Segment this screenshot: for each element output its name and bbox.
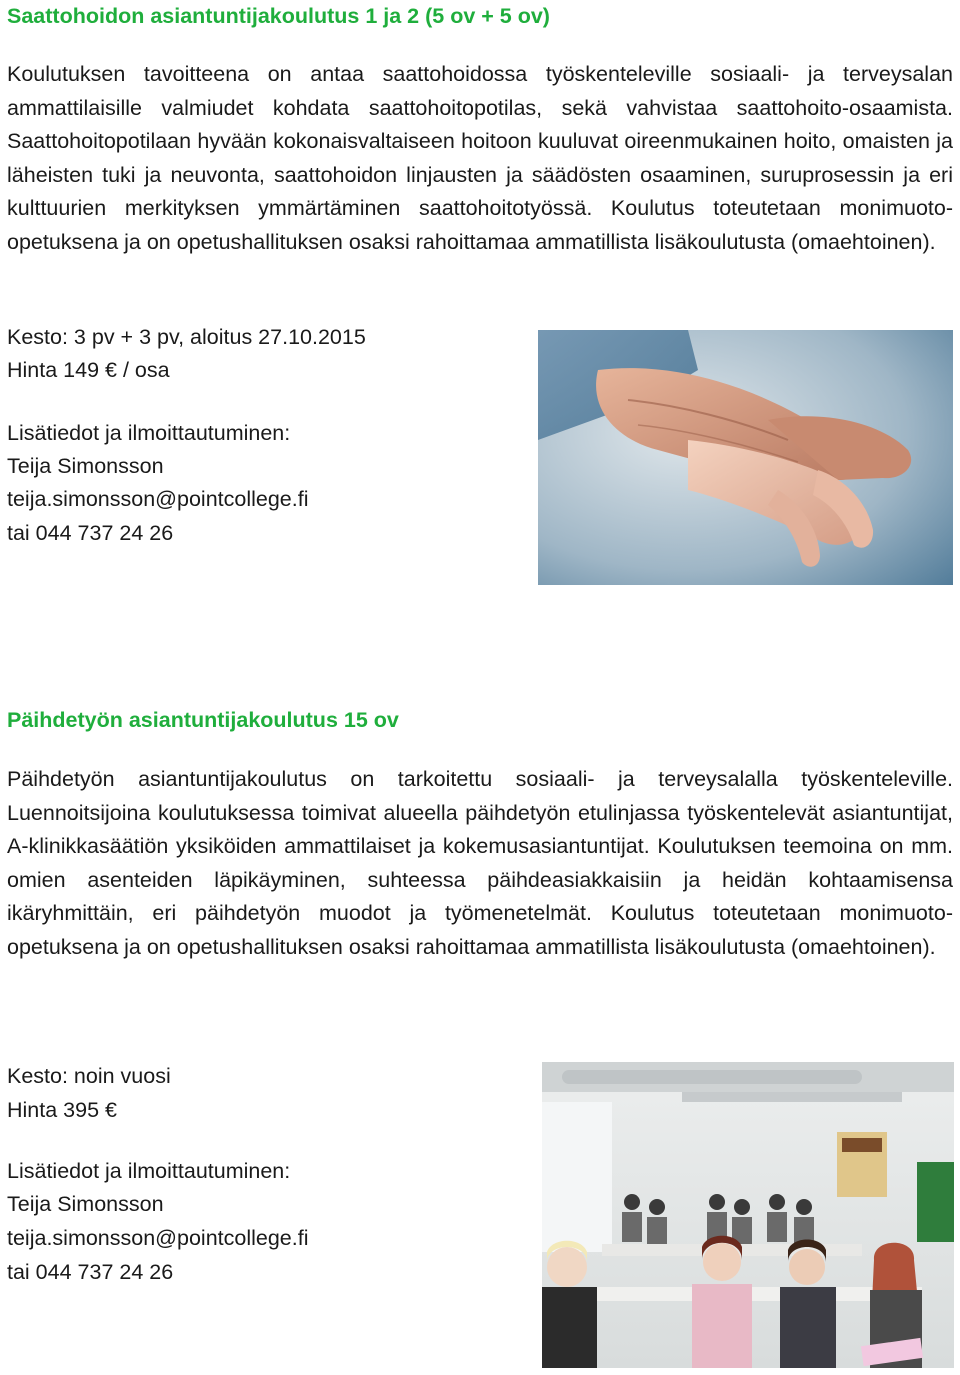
- classroom-group-photo: [542, 1062, 954, 1368]
- holding-hands-photo: [538, 330, 953, 585]
- contact-phone: tai 044 737 24 26: [7, 521, 174, 545]
- contact-name: Teija Simonsson: [7, 1192, 164, 1216]
- contact-email: teija.simonsson@pointcollege.fi: [7, 487, 309, 511]
- course-duration: Kesto: 3 pv + 3 pv, aloitus 27.10.2015: [7, 325, 366, 349]
- holding-hands-image: [538, 330, 953, 585]
- contact-heading: Lisätiedot ja ilmoittautuminen:: [7, 1159, 291, 1183]
- contact-name: Teija Simonsson: [7, 454, 164, 478]
- contact-email: teija.simonsson@pointcollege.fi: [7, 1226, 309, 1250]
- contact-heading: Lisätiedot ja ilmoittautuminen:: [7, 421, 291, 445]
- section-description: Koulutuksen tavoitteena on antaa saattohoidossa työskenteleville sosiaali- ja terveysalan ammattilaisille valmiudet kohdata saattohoitopotilas, sekä vahvistaa saattohoito-osaamista. Saattohoitopotilaan hyvään kokonaisvaltaiseen hoitoon kuuluvat oireenmukainen hoito, omaisten ja läheisten tuki ja neuvonta, saattohoidon linjausten ja säädösten osaaminen, suruprosessin ja eri kulttuurien merkityksen ymmärtäminen saattohoitotyössä. Koulutus toteutetaan monimuoto-opetuksena ja on opetushallituksen osaksi rahoittamaa ammatillista lisäkoulutusta (omaehtoinen).: [7, 62, 953, 254]
- section-description: Päihdetyön asiantuntijakoulutus on tarkoitettu sosiaali- ja terveysalalla työskenteleville. Luennoitsijoina koulutuksessa toimivat alueella päihdetyön etulinjassa työskentelevät asiantuntijat, A-klinikkasäätiön yksiköiden ammattilaiset ja kokemusasiantuntijat. Koulutuksen teemoina on mm. omien asenteiden läpikäyminen, suhteessa päihdeasiakkaisiin ja heidän kohtaamisensa ikäryhmittäin, eri päihdetyön muodot ja työmenetelmät. Koulutus toteutetaan monimuotoopetuksena ja on opetushallituksen osaksi rahoittamaa ammatillista lisäkoulutusta (omaehtoinen).: [7, 767, 953, 959]
- section-title: Päihdetyön asiantuntijakoulutus 15 ov: [7, 708, 399, 732]
- course-price: Hinta 149 € / osa: [7, 358, 170, 382]
- classroom-group-image: [542, 1062, 954, 1368]
- section-title: Saattohoidon asiantuntijakoulutus 1 ja 2 (5 ov + 5 ov): [7, 4, 550, 28]
- course-price: Hinta 395 €: [7, 1098, 117, 1122]
- contact-phone: tai 044 737 24 26: [7, 1260, 174, 1284]
- course-duration: Kesto: noin vuosi: [7, 1064, 171, 1088]
